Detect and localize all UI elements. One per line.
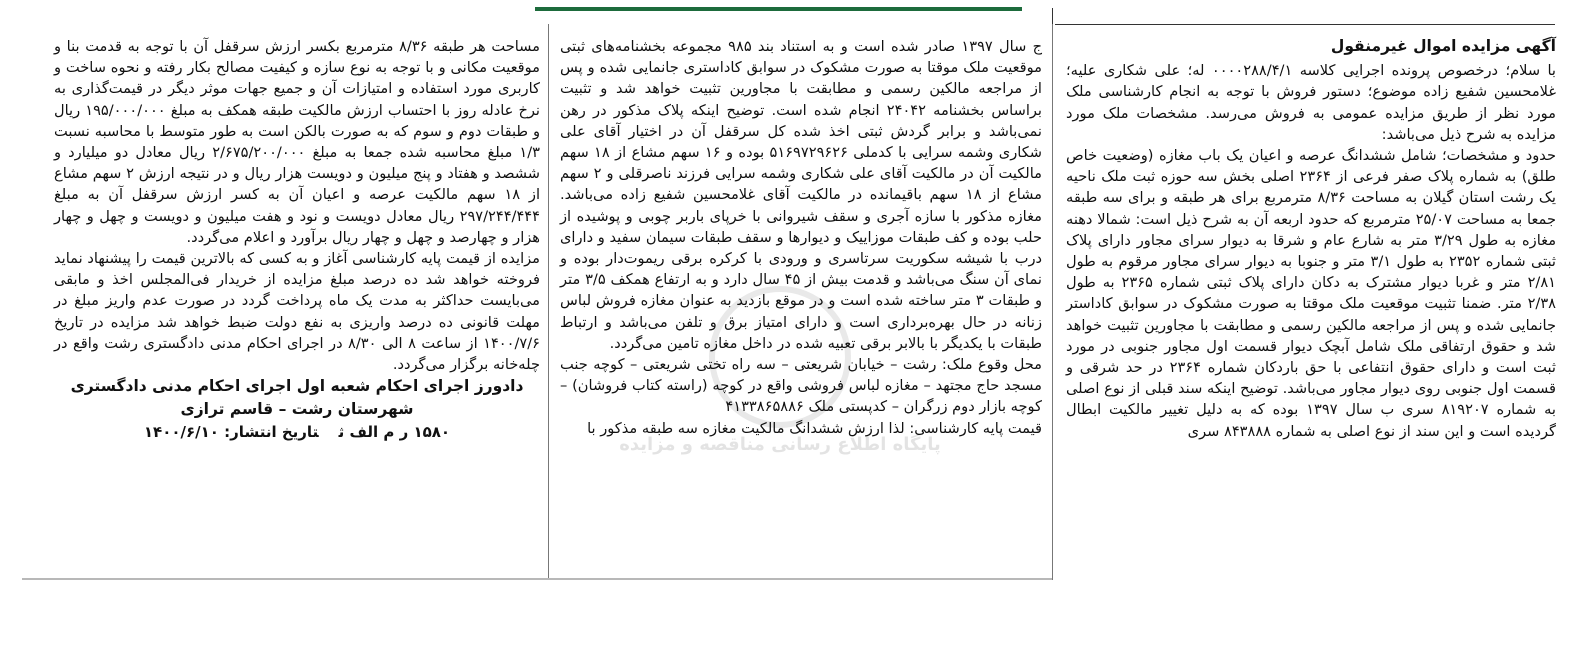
ad-title: آگهی مزایده اموال غیرمنقول: [1330, 37, 1556, 55]
column-divider-right: [1052, 24, 1053, 580]
header-tick: [1052, 8, 1053, 24]
column-right: [1066, 36, 1556, 442]
header-accent-bar: [535, 7, 1022, 11]
registration-paragraph: ج سال ۱۳۹۷ صادر شده است و به استناد بند ۹۸۵ مجموعه بخشنامه‌های ثبتی موقعیت ملک موقتا به صورت مشکوک در سوابق کاداستری جانمایی شده و پس از مراجعه مالکین رسمی و مطابقت با مجاورین تثبیت خواهد شد و تثبیت براساس بخشنامه ۲۴۰۴۲ انجام شده است. توضیح اینکه پلاک مذکور در رهن نمی‌باشد و برابر گردش ثبتی اخذ شده کل سرقفل آن در اختیار آقای علی شکاری وشمه سرایی با کدملی ۵۱۶۹۷۲۹۶۲۶ بوده و ۱۶ سهم مشاع از ۱۸ سهم مالکیت آن در مالکیت آقای علی شکاری وشمه سرایی فرزند ناصرقلی و ۲ سهم مشاع از ۱۸ سهم باقیمانده در مالکیت آقای غلامحسین شفیع زاده می‌باشد. مغازه مذکور با سازه آجری و سقف شیروانی با خرپای باربر چوبی و پوشیده از حلب بوده و کف طبقات موزاییک و دیوارها و سقف طبقات سیمان سفید و دارای درب با شیشه سکوریت سرتاسری و ورودی با کرکره برقی ریموت‌دار بوده و نمای آن سنگ می‌باشد و قدمت بیش از ۴۵ سال دارد و به ارتفاع همکف ۳/۵ متر و طبقات ۳ متر ساخته شده است و در موقع بازدید به عنوان مغازه فروش لباس زنانه در حال بهره‌برداری است و دارای امتیاز برق و تلفن می‌باشد و ارتباط طبقات با یکدیگر با بالابر برقی تعبیه شده در داخل مغازه تامین می‌گردد.: [560, 38, 1043, 352]
ad-code: ۱۵۸۰ ر م الف ث: [338, 423, 451, 442]
auction-terms-paragraph: مزایده از قیمت پایه کارشناسی آغاز و به کسی که بالاترین قیمت را پیشنهاد نماید فروخته خواهد شد ده درصد مبلغ مزایده از خریدار فی‌المجلس اخذ و مابقی می‌بایست حداکثر به مدت یک ماه پرداخت گردد در صورت عدم واریز مبلغ در مهلت قانونی ده درصد واریزی به نفع دولت ضبط خواهد شد مزایده در تاریخ ۱۴۰۰/۷/۶ از ساعت ۸ الی ۸/۳۰ در اجرای احکام مدنی دادگستری رشت واقع در چله‌خانه برگزار می‌گردد.: [54, 250, 540, 374]
column-left: [54, 36, 540, 443]
location-paragraph: محل وقوع ملک: رشت – خیابان شریعتی – سه راه تختی شریعتی – کوچه جنب مسجد حاج مجتهد – مغازه لباس فروشی واقع در کوچه (راسته کتاب فروشان) – کوچه بازار دوم زرگران – کدپستی ملک ۴۱۳۳۸۶۵۸۸۶: [560, 356, 1042, 416]
publication-line: [54, 421, 540, 443]
header-rule: [1055, 24, 1555, 25]
signature-line-1: دادورز اجرای احکام شعبه اول اجرای احکام مدنی دادگستری: [70, 377, 524, 396]
boundaries-paragraph: حدود و مشخصات؛ شامل ششدانگ عرصه و اعیان یک باب مغازه (وضعیت خاص طلق) به شماره پلاک صفر فرعی از ۲۳۶۴ اصلی بخش سه حوزه ثبت ملک ناحیه یک رشت استان گیلان به مساحت ۸/۳۶ مترمربع برای هر طبقه و برای سه طبقه جمعا به مساحت ۲۵/۰۷ مترمربع که حدود اربعه آن به شرح ذیل است: شمالا دهنه مغازه به طول ۳/۲۹ متر به شارع عام و شرقا به دیوار سرای مجاور دارای پلاک ثبتی شماره ۲۳۵۲ به طول ۳/۱ متر و جنوبا به دیوار سرای مجاور مرقوم به طول ۲/۸۱ متر و غربا دیوار مشترک به دکان دارای پلاک ثبتی شماره ۲۳۶۵ به طول ۲/۳۸ متر. ضمنا تثبیت موقعیت ملک موقتا به صورت مشکوک در سوابق کاداستر جانمایی شده و پس از مراجعه مالکین رسمی و مطابقت با مجاورین تثبیت خواهد شد و حقوق ارتفاقی ملک شامل آبچک دیوار قسمت اول مجاور جنوبی در مورد ثبت است و دارای حقوق انتفاعی با حق باردکان شماره ۲۳۶۴ در حد شرقی و قسمت اول جنوبی روی دیوار مجاور می‌باشد. توضیح اینکه سند قبلی از نوع اصلی به شماره ۸۱۹۲۰۷ سری ب سال ۱۳۹۷ بوده که به دلیل تغییر مالکیت ابطال گردیده است و این سند از نوع اصلی به شماره ۸۴۳۸۸۸ سری: [1066, 147, 1557, 440]
footer-rule: [22, 578, 1052, 580]
column-divider-left: [548, 24, 549, 580]
publish-date: تاریخ انتشار: ۱۴۰۰/۶/۱۰: [143, 423, 319, 442]
signature-line-2: شهرستان رشت – قاسم ترازی: [180, 400, 414, 419]
watermark-text: پایگاه اطلاع رسانی مناقصه و مزایده: [619, 433, 941, 455]
valuation-paragraph: مساحت هر طبقه ۸/۳۶ مترمربع بکسر ارزش سرقفل آن با توجه به قدمت بنا و موقعیت مکانی و با توجه به نوع سازه و کیفیت مصالح بکار رفته و نحوه ساخت و کاربری مورد استفاده و امتیازات آن و جمیع جهات موثر دیگر در قیمت‌گذاری به نرخ عادله روز با احتساب ارزش مالکیت طبقه همکف به مبلغ ۱۹۵/۰۰۰/۰۰۰ ریال و طبقات دوم و سوم که به صورت بالکن است به طور متوسط با محاسبه نسبت ۱/۳ مبلغ محاسبه شده جمعا به مبلغ ۲/۶۷۵/۲۰۰/۰۰۰ ریال معادل دو میلیارد و ششصد و هفتاد و پنج میلیون و دویست هزار ریال و در نتیجه ارزش ۲ سهم مشاع از ۱۸ سهم مالکیت عرصه و اعیان آن به کسر ارزش سرقفل آن به مبلغ ۲۹۷/۲۴۴/۴۴۴ ریال معادل دویست و نود و هفت میلیون و دویست و چهل و چهار هزار و چهارصد و چهل و چهار ریال برآورد و اعلام می‌گردد.: [54, 38, 541, 246]
column-middle: [560, 36, 1042, 439]
intro-paragraph: با سلام؛ درخصوص پرونده اجرایی کلاسه ۰۰۰۰۲۸۸/۴/۱ له؛ علی شکاری علیه؛ غلامحسین شفیع زاده موضوع؛ دستور فروش با توجه به انجام کارشناسی ملک مورد نظر از طریق مزایده عمومی به فروش می‌رسد. مشخصات ملک مورد مزایده به شرح ذیل می‌باشد:: [1066, 62, 1556, 143]
base-price-paragraph: قیمت پایه کارشناسی: لذا ارزش ششدانگ مالکیت مغازه سه طبقه مذکور با: [587, 419, 1042, 437]
